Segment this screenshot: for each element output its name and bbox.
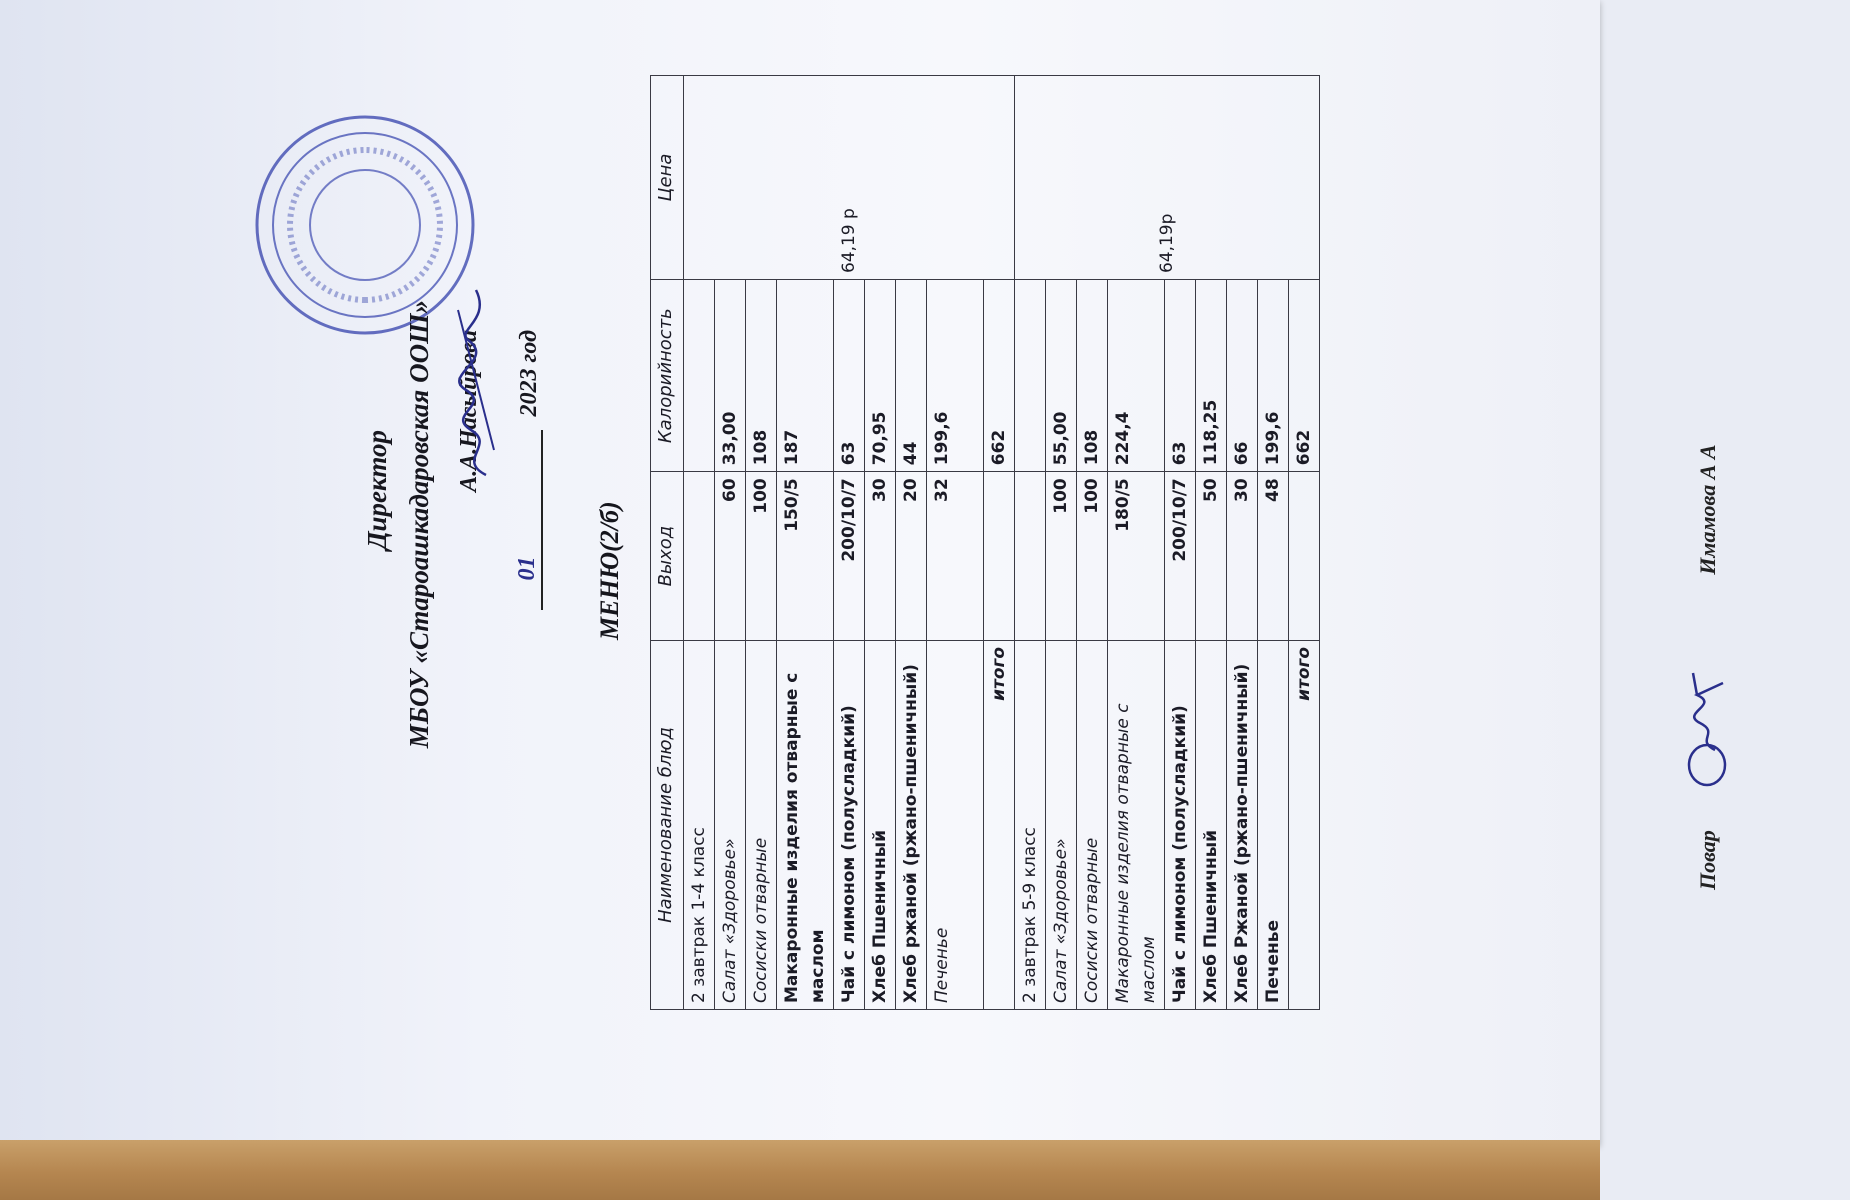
section-title: 2 завтрак 1-4 класс bbox=[684, 640, 715, 1009]
dish-output: 30 bbox=[1227, 472, 1258, 641]
menu-title: МЕНЮ(2/б) bbox=[595, 501, 624, 640]
dish-name: Салат «Здоровье» bbox=[715, 640, 746, 1009]
approval-date bbox=[514, 330, 543, 610]
dish-calories: 224,4 bbox=[1108, 280, 1165, 472]
dish-output: 200/10/7 bbox=[1165, 472, 1196, 641]
dish-calories: 108 bbox=[746, 280, 777, 472]
dish-name: Хлеб Пшеничный bbox=[1196, 640, 1227, 1009]
dish-output: 20 bbox=[896, 472, 927, 641]
dish-output: 48 bbox=[1258, 472, 1289, 641]
menu-table bbox=[650, 75, 1320, 1010]
dish-name: Чай с лимоном (полусладкий) bbox=[1165, 640, 1196, 1009]
dish-calories: 187 bbox=[777, 280, 834, 472]
section-title: 2 завтрак 5-9 класс bbox=[1015, 640, 1046, 1009]
total-label: итого bbox=[984, 640, 1015, 1009]
dish-calories: 55,00 bbox=[1046, 280, 1077, 472]
approval-title: Директор bbox=[362, 430, 392, 550]
dish-name: Печенье bbox=[1258, 640, 1289, 1009]
date-line bbox=[514, 430, 543, 610]
dish-output: 100 bbox=[1077, 472, 1108, 641]
dish-output: 100 bbox=[746, 472, 777, 641]
dish-calories: 199,6 bbox=[1258, 280, 1289, 472]
header-dish-name: Наименование блюд bbox=[651, 640, 684, 1009]
director-name: А.А.Насыйрова bbox=[456, 330, 482, 492]
rotated-document bbox=[250, 100, 1850, 1200]
dish-output: 200/10/7 bbox=[834, 472, 865, 641]
date-day: 01 bbox=[514, 556, 540, 581]
dish-calories: 33,00 bbox=[715, 280, 746, 472]
dish-name: Сосиски отварные bbox=[1077, 640, 1108, 1009]
date-year: 2023 год bbox=[516, 330, 542, 417]
total-label: итого bbox=[1289, 640, 1320, 1009]
header-calories: Калорийность bbox=[651, 280, 684, 472]
dish-output: 50 bbox=[1196, 472, 1227, 641]
dish-name: Сосиски отварные bbox=[746, 640, 777, 1009]
dish-calories: 70,95 bbox=[865, 280, 896, 472]
total-calories: 662 bbox=[984, 280, 1015, 472]
header-output: Выход bbox=[651, 472, 684, 641]
dish-name: Макаронные изделия отварные с маслом bbox=[777, 640, 834, 1009]
school-name: МБОУ «Староашкадаровская ООШ» bbox=[404, 300, 434, 749]
dish-name: Чай с лимоном (полусладкий) bbox=[834, 640, 865, 1009]
dish-output: 60 bbox=[715, 472, 746, 641]
dish-output: 100 bbox=[1046, 472, 1077, 641]
dish-name: Хлеб Ржаной (ржано-пшеничный) bbox=[1227, 640, 1258, 1009]
director-signature bbox=[446, 280, 506, 480]
dish-calories: 199,6 bbox=[927, 280, 984, 472]
dish-calories: 108 bbox=[1077, 280, 1108, 472]
dish-calories: 63 bbox=[834, 280, 865, 472]
section-title-row bbox=[1015, 76, 1046, 1010]
dish-output: 180/5 bbox=[1108, 472, 1165, 641]
cook-signature bbox=[1675, 665, 1735, 795]
dish-name: Печенье bbox=[927, 640, 984, 1009]
cook-label: Повар bbox=[1695, 830, 1720, 890]
section-price: 64,19 р bbox=[684, 76, 1015, 280]
section-title-row bbox=[684, 76, 715, 1010]
dish-output: 150/5 bbox=[777, 472, 834, 641]
dish-calories: 118,25 bbox=[1196, 280, 1227, 472]
table-header-row bbox=[651, 76, 684, 1010]
dish-calories: 63 bbox=[1165, 280, 1196, 472]
section-price: 64,19р bbox=[1015, 76, 1320, 280]
dish-output: 30 bbox=[865, 472, 896, 641]
dish-name: Хлеб Пшеничный bbox=[865, 640, 896, 1009]
header-price: Цена bbox=[651, 76, 684, 280]
dish-calories: 66 bbox=[1227, 280, 1258, 472]
total-calories: 662 bbox=[1289, 280, 1320, 472]
dish-output: 32 bbox=[927, 472, 984, 641]
cook-name: Имамова А А bbox=[1695, 444, 1720, 575]
dish-calories: 44 bbox=[896, 280, 927, 472]
dish-name: Макаронные изделия отварные с маслом bbox=[1108, 640, 1165, 1009]
dish-name: Салат «Здоровье» bbox=[1046, 640, 1077, 1009]
dish-name: Хлеб ржаной (ржано-пшеничный) bbox=[896, 640, 927, 1009]
